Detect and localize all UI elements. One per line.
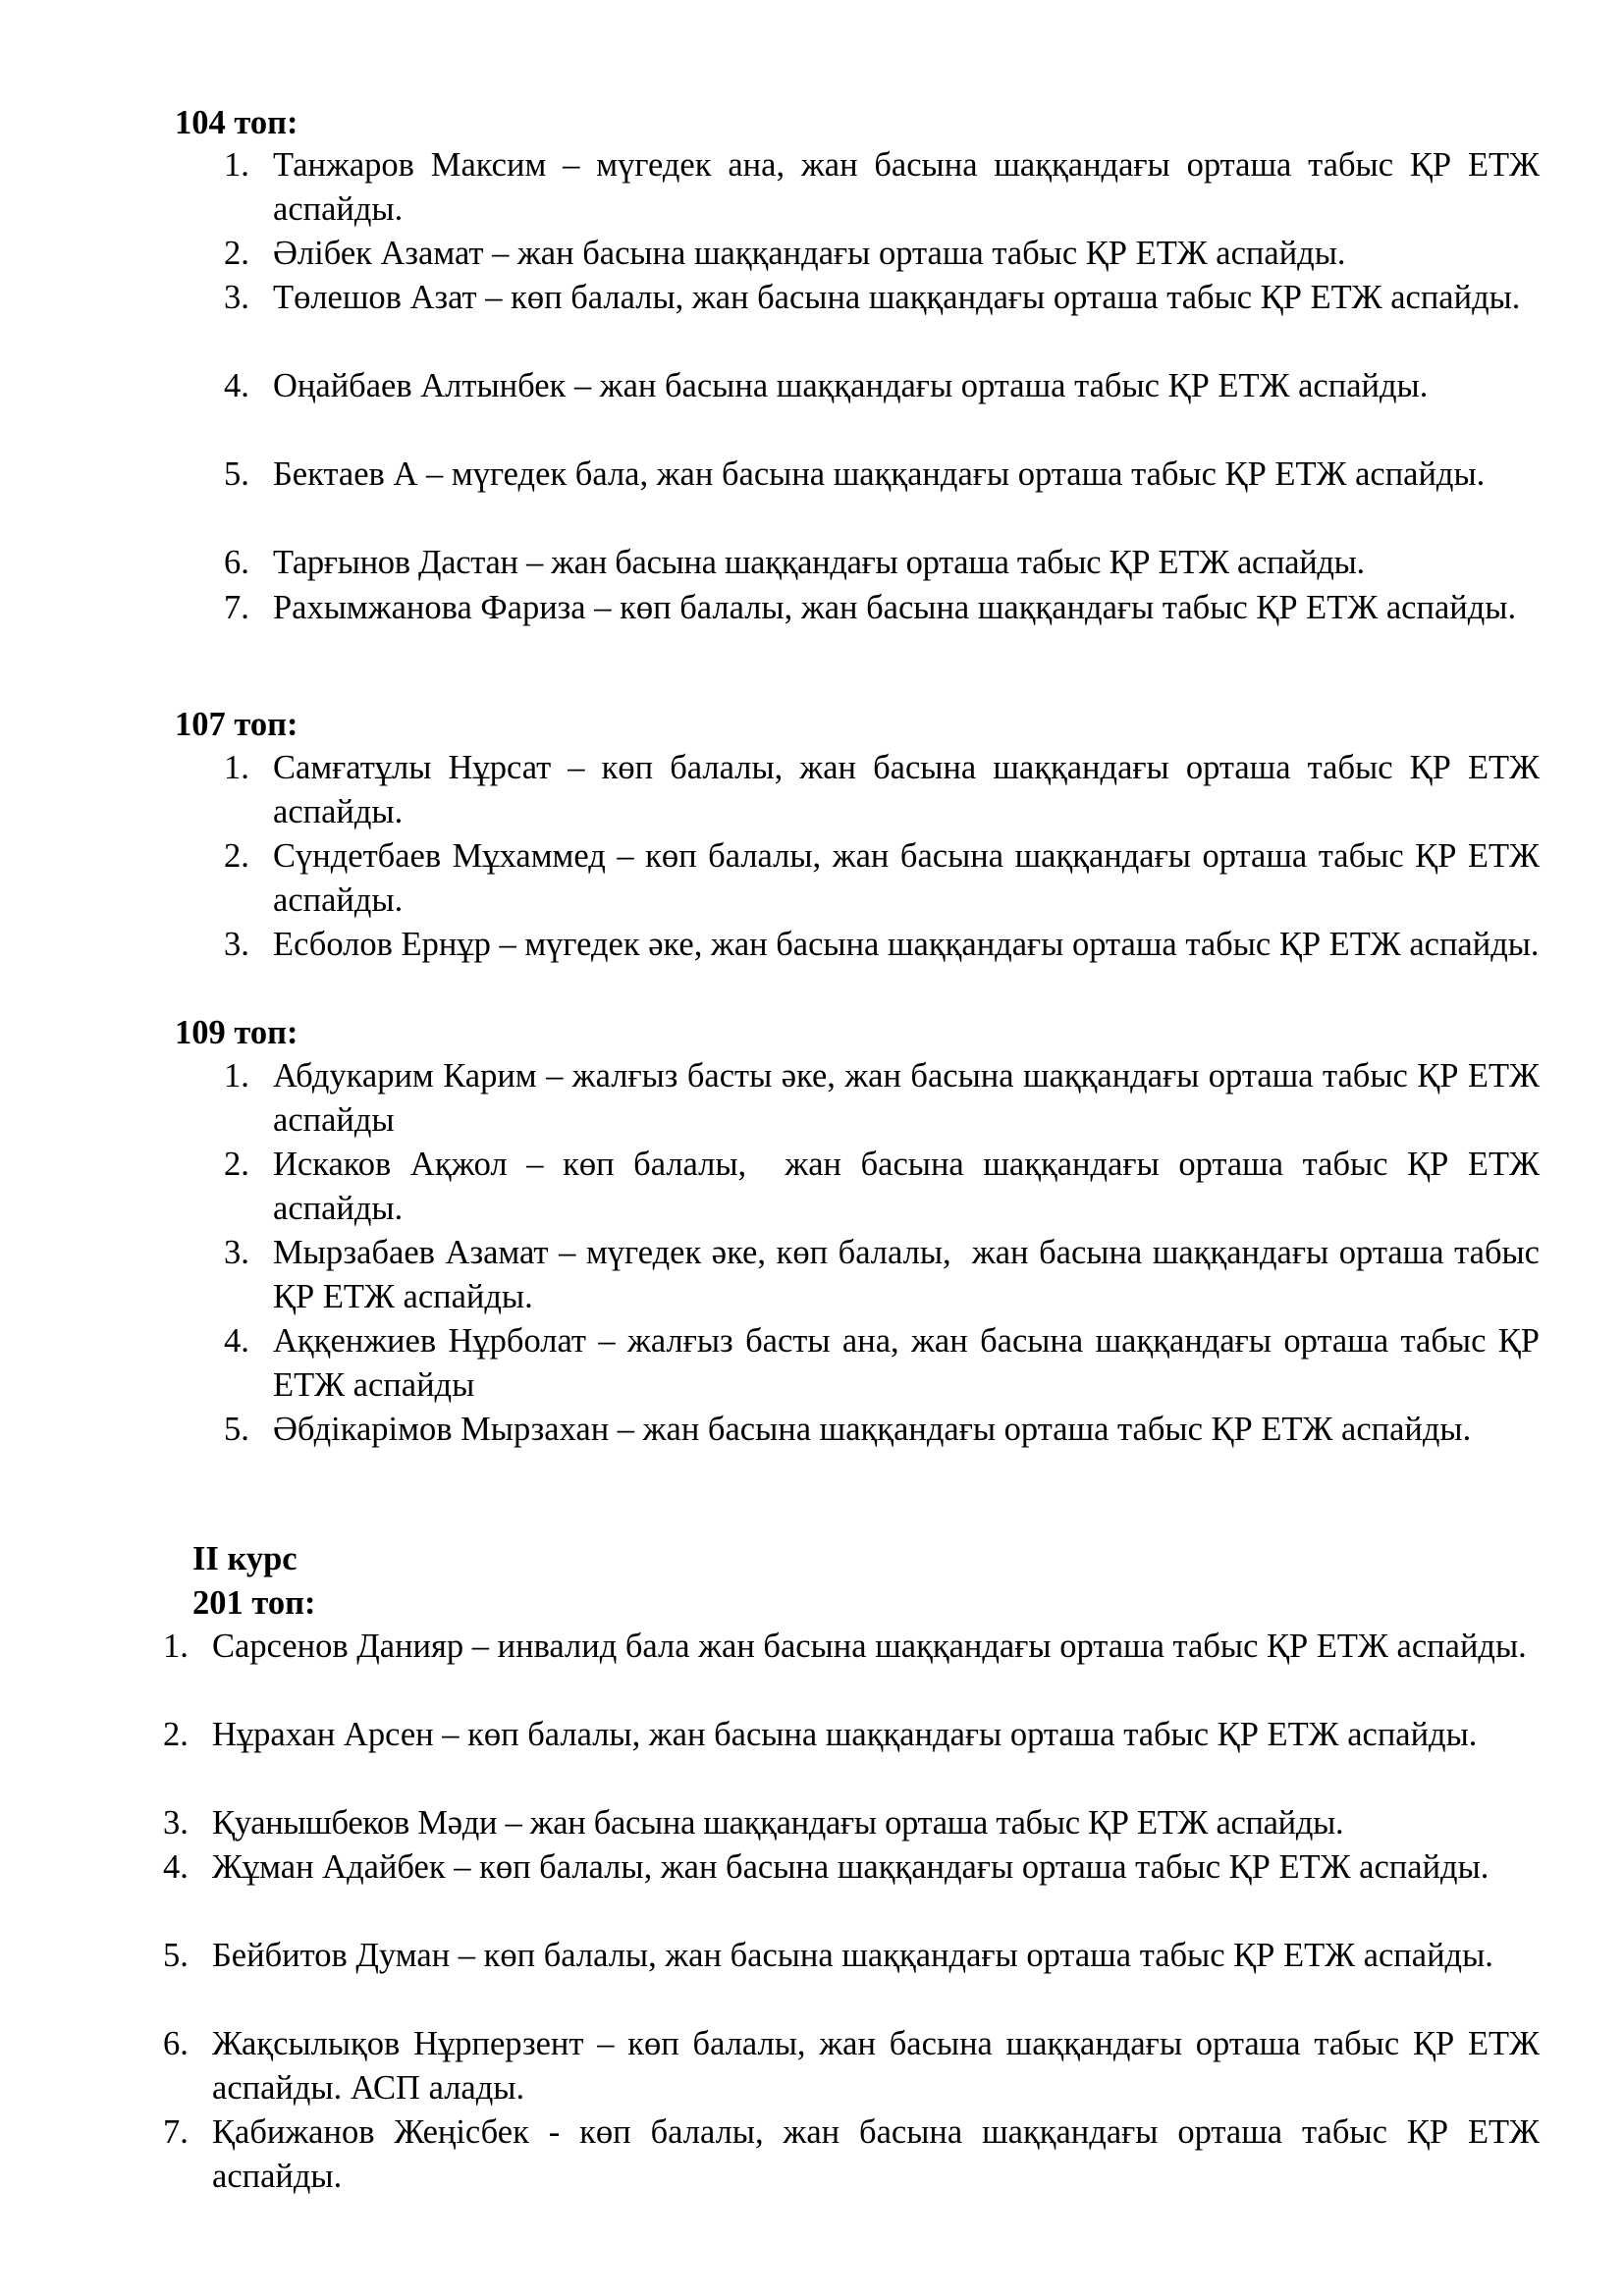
item-number: 2. — [224, 837, 249, 875]
item-text: Жұман Адайбек – көп балалы, жан басына шаққандағы орташа табыс ҚР ЕТЖ аспайды. — [212, 1848, 1489, 1886]
item-text: Аққенжиев Нұрболат – жалғыз басты ана, жан басына шаққандағы орташа табыс ҚР ЕТЖ аспайды — [273, 1322, 1540, 1404]
item-text: Төлешов Азат – көп балалы, жан басына шаққандағы орташа табыс ҚР ЕТЖ аспайды. — [273, 279, 1521, 316]
group-107-heading: 107 топ: — [175, 706, 298, 743]
item-text: Сүндетбаев Мұхаммед – көп балалы, жан басына шаққандағы орташа табыс ҚР ЕТЖ аспайды. — [273, 837, 1540, 919]
item-number: 6. — [163, 2025, 189, 2062]
item-number: 4. — [224, 1322, 249, 1360]
course-heading: II курс — [192, 1540, 298, 1577]
item-number: 7. — [163, 2113, 189, 2151]
item-text: Тарғынов Дастан – жан басына шаққандағы орташа табыс ҚР ЕТЖ аспайды. — [273, 544, 1365, 581]
group-109-heading: 109 топ: — [175, 1014, 298, 1051]
list-item — [224, 364, 1540, 453]
item-text: Мырзабаев Азамат – мүгедек әке, көп балалы, жан басына шаққандағы орташа табыс ҚР ЕТЖ аспайды. — [273, 1234, 1548, 1315]
item-number: 1. — [163, 1628, 189, 1665]
list-item — [163, 1713, 1540, 1801]
list-item — [224, 276, 1540, 364]
item-number: 4. — [163, 1848, 189, 1886]
list-item — [224, 834, 1540, 923]
item-text: Самғатұлы Нұрсат – көп балалы, жан басына шаққандағы орташа табыс ҚР ЕТЖ аспайды. — [273, 749, 1540, 830]
list-item — [224, 541, 1540, 585]
list-item — [224, 1054, 1540, 1143]
item-number: 3. — [224, 279, 249, 316]
item-number: 5. — [224, 1411, 249, 1448]
item-text: Есболов Ернұр – мүгедек әке, жан басына шаққандағы орташа табыс ҚР ЕТЖ аспайды. — [273, 926, 1540, 963]
item-number: 5. — [224, 455, 249, 493]
list-item — [224, 1143, 1548, 1231]
item-text: Қуанышбеков Мәди – жан басына шаққандағы орташа табыс ҚР ЕТЖ аспайды. — [212, 1804, 1344, 1842]
item-number: 3. — [224, 926, 249, 963]
group-104-list — [224, 143, 1540, 673]
list-item — [224, 1231, 1548, 1319]
list-item — [224, 143, 1540, 232]
item-text: Рахымжанова Фариза – көп балалы, жан басына шаққандағы табыс ҚР ЕТЖ аспайды. — [273, 589, 1517, 626]
group-104-heading: 104 топ: — [175, 104, 298, 141]
list-item — [224, 1319, 1540, 1408]
item-text: Сарсенов Данияр – инвалид бала жан басына шаққандағы орташа табыс ҚР ЕТЖ аспайды. — [212, 1628, 1527, 1665]
item-text: Нұрахан Арсен – көп балалы, жан басына шаққандағы орташа табыс ҚР ЕТЖ аспайды. — [212, 1716, 1478, 1753]
item-text: Бейбитов Думан – көп балалы, жан басына шаққандағы орташа табыс ҚР ЕТЖ аспайды. — [212, 1937, 1493, 1974]
list-item — [224, 1408, 1540, 1496]
item-number: 1. — [224, 146, 249, 184]
item-text: Бектаев А – мүгедек бала, жан басына шаққандағы орташа табыс ҚР ЕТЖ аспайды. — [273, 455, 1486, 493]
group-107-list — [224, 746, 1540, 1011]
item-number: 2. — [163, 1716, 189, 1753]
item-number: 6. — [224, 544, 249, 581]
list-item — [163, 1845, 1540, 1934]
list-item — [163, 1625, 1540, 1713]
list-item — [163, 1934, 1540, 2022]
item-number: 2. — [224, 235, 249, 272]
item-text: Танжаров Максим – мүгедек ана, жан басына шаққандағы орташа табыс ҚР ЕТЖ аспайды. — [273, 146, 1540, 228]
list-item — [163, 2110, 1540, 2199]
item-number: 3. — [163, 1804, 189, 1842]
item-number: 1. — [224, 749, 249, 786]
item-number: 1. — [224, 1057, 249, 1095]
item-text: Жақсылықов Нұрперзент – көп балалы, жан басына шаққандағы орташа табыс ҚР ЕТЖ аспайды. АСП алады. — [212, 2025, 1540, 2107]
item-text: Әлібек Азамат – жан басына шаққандағы орташа табыс ҚР ЕТЖ аспайды. — [273, 235, 1346, 272]
group-201-heading: 201 топ: — [192, 1584, 316, 1622]
list-item — [224, 746, 1540, 834]
item-number: 7. — [224, 589, 249, 626]
list-item — [163, 2022, 1540, 2110]
item-text: Искаков Ақжол – көп балалы, жан басына шаққандағы орташа табыс ҚР ЕТЖ аспайды. — [273, 1146, 1548, 1227]
list-item — [163, 1801, 1540, 1845]
item-text: Оңайбаев Алтынбек – жан басына шаққандағы орташа табыс ҚР ЕТЖ аспайды. — [273, 367, 1429, 404]
list-item — [224, 232, 1540, 276]
item-number: 4. — [224, 367, 249, 404]
item-text: Әбдікарімов Мырзахан – жан басына шаққандағы орташа табыс ҚР ЕТЖ аспайды. — [273, 1411, 1472, 1448]
list-item — [224, 585, 1540, 673]
item-number: 5. — [163, 1937, 189, 1974]
item-text: Абдукарим Карим – жалғыз басты әке, жан басына шаққандағы орташа табыс ҚР ЕТЖ аспайды — [273, 1057, 1540, 1139]
item-number: 3. — [224, 1234, 249, 1271]
list-item — [224, 923, 1540, 1011]
group-109-list — [224, 1054, 1548, 1496]
group-201-list — [163, 1625, 1540, 2199]
item-number: 2. — [224, 1146, 249, 1183]
list-item — [224, 453, 1540, 541]
item-text: Қабижанов Жеңісбек - көп балалы, жан басына шаққандағы орташа табыс ҚР ЕТЖ аспайды. — [212, 2113, 1540, 2195]
